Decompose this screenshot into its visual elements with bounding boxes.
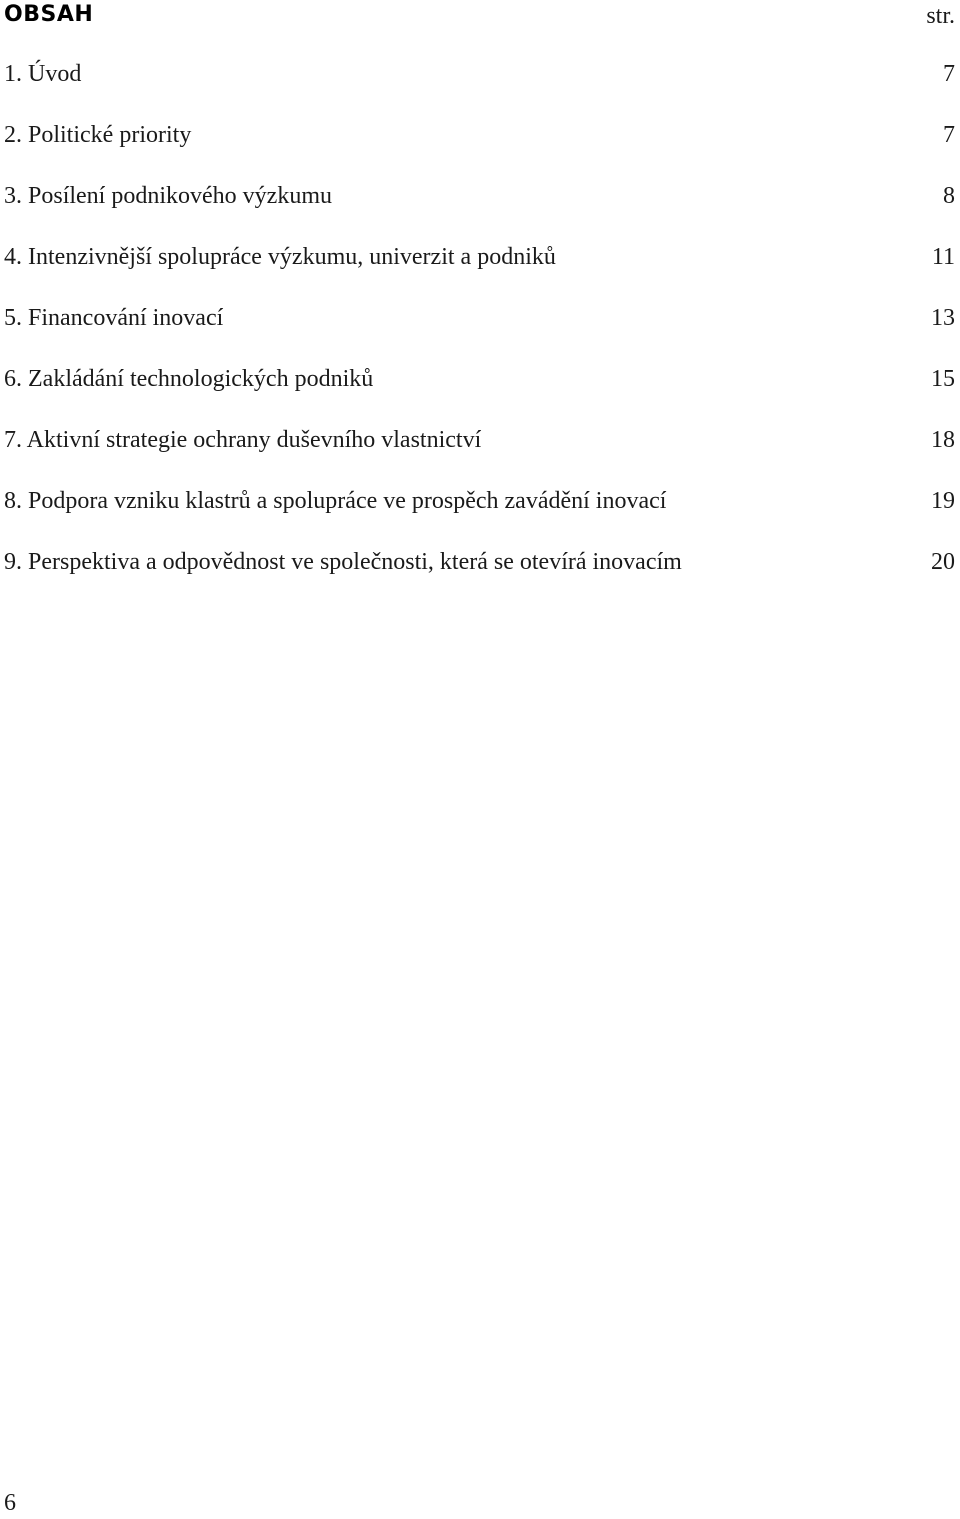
toc-item[interactable]	[4, 546, 955, 607]
toc-entry-title: 9. Perspektiva a odpovědnost ve společnosti, která se otevírá inovacím	[4, 549, 682, 575]
page-number: 6	[4, 1490, 16, 1516]
toc-entry-title: 5. Financování inovací	[4, 305, 224, 331]
toc-entry-title: 6. Zakládání technologických podniků	[4, 366, 374, 392]
toc-item[interactable]	[4, 485, 955, 546]
page-column-label: str.	[926, 3, 955, 29]
toc-item[interactable]	[4, 363, 955, 424]
page-title: OBSAH	[4, 2, 94, 27]
toc-entry-page: 7	[943, 122, 955, 148]
toc-entry-page: 7	[943, 61, 955, 87]
toc-item[interactable]	[4, 424, 955, 485]
toc-item[interactable]	[4, 302, 955, 363]
toc-entry-page: 13	[931, 305, 955, 331]
table-of-contents	[4, 58, 955, 607]
toc-entry-page: 15	[931, 366, 955, 392]
toc-entry-title: 8. Podpora vzniku klastrů a spolupráce ve prospěch zavádění inovací	[4, 488, 667, 514]
toc-entry-page: 11	[931, 244, 955, 270]
toc-entry-page: 20	[931, 549, 955, 575]
toc-entry-title: 3. Posílení podnikového výzkumu	[4, 183, 332, 209]
toc-item[interactable]	[4, 241, 955, 302]
toc-entry-title: 1. Úvod	[4, 61, 82, 87]
toc-entry-title: 2. Politické priority	[4, 122, 192, 148]
toc-entry-page: 8	[943, 183, 955, 209]
toc-item[interactable]	[4, 119, 955, 180]
toc-item[interactable]	[4, 58, 955, 119]
toc-entry-page: 18	[931, 427, 955, 453]
toc-item[interactable]	[4, 180, 955, 241]
toc-entry-title: 4. Intenzivnější spolupráce výzkumu, univerzit a podniků	[4, 244, 556, 270]
toc-entry-title: 7. Aktivní strategie ochrany duševního vlastnictví	[4, 427, 482, 453]
toc-entry-page: 19	[931, 488, 955, 514]
toc-header	[4, 0, 955, 32]
